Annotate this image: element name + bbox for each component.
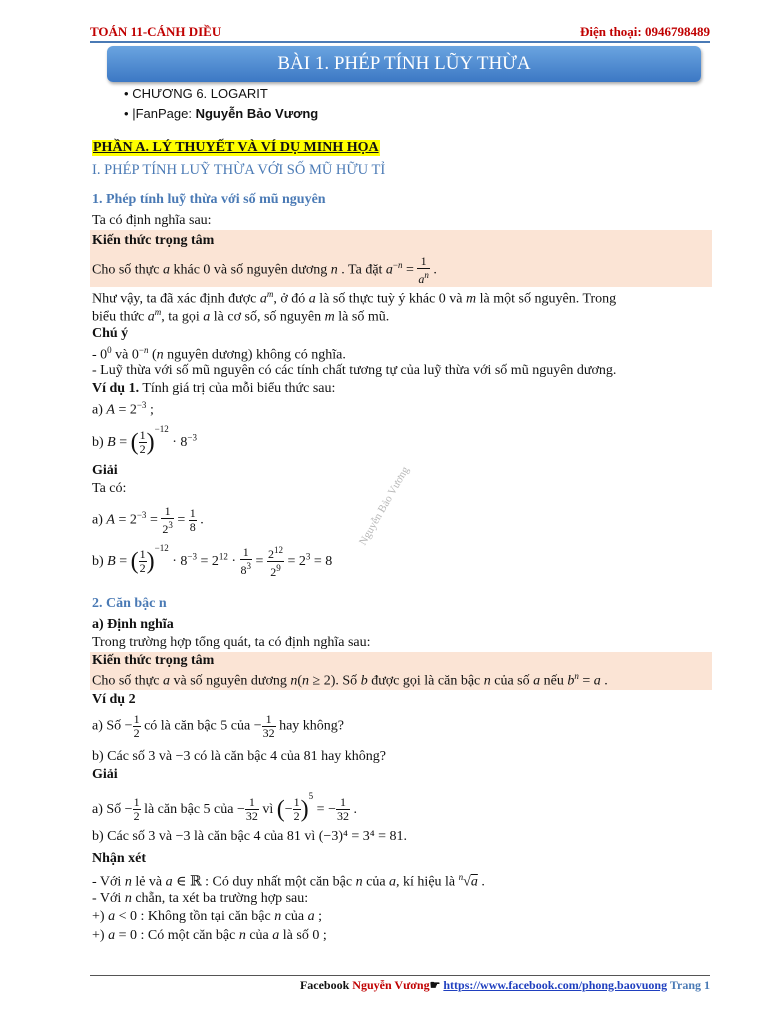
footer-divider bbox=[90, 975, 710, 976]
example-1b: b) B = ( $\frac{1}{2}$ )$^{-12} \cdot 8^{-3}$ bbox=[92, 424, 197, 457]
part-a-heading: PHẦN A. LÝ THUYẾT VÀ VÍ DỤ MINH HỌA bbox=[93, 140, 379, 155]
example-2a: a) Số − $\frac{1}{2}$ có là căn bậc 5 của − $\frac{1}{32}$ hay không? bbox=[92, 712, 345, 740]
footer-facebook-link[interactable]: https://www.facebook.com/phong.baovuong bbox=[443, 978, 668, 992]
fanpage-label: |FanPage: bbox=[132, 106, 192, 121]
note-heading: Chú ý bbox=[92, 326, 129, 341]
remark-odd: - Với n lẻ và a ∈ ℝ : Có duy nhất một căn bậc n của a, kí hiệu là $^n$√a . bbox=[92, 872, 485, 890]
key-knowledge-title: Kiến thức trọng tâm bbox=[92, 233, 215, 248]
general-case-text: Trong trường hợp tổng quát, ta có định nghĩa sau: bbox=[92, 635, 371, 650]
remark-case-zero: +) a = 0 : Có một căn bậc n của a là số 0 ; bbox=[92, 928, 327, 943]
example-1-prompt: Ví dụ 1. Tính giá trị của mỗi biểu thức sau: bbox=[92, 381, 336, 396]
key-knowledge-title-2: Kiến thức trọng tâm bbox=[92, 653, 215, 668]
subsection-1-heading: 1. Phép tính luỹ thừa với số mũ nguyên bbox=[92, 192, 326, 207]
lesson-title: BÀI 1. PHÉP TÍNH LŨY THỪA bbox=[277, 53, 531, 74]
definition-1: Cho số thực a khác 0 và số nguyên dương n . Ta đặt $a^{-n}$ = $\frac{1}{a^n}$ . bbox=[92, 254, 437, 286]
lesson-title-banner bbox=[107, 46, 701, 82]
example-1a: a) $A = 2^{-3}$ ; bbox=[92, 400, 154, 418]
solution-1a: a) $A = 2^{-3}$ = $\frac{1}{2^3}$ = $\frac{1}{8}$ . bbox=[92, 504, 204, 536]
solution-1b: b) B = ( $\frac{1}{2}$ )$^{-12} \cdot 8^{-3} = 2^{12}$ · $\frac{1}{8^3}$ = $\frac{2^{12}}{2^9}$ = $2^3 = 8$ bbox=[92, 543, 333, 580]
definition-2: Cho số thực a và số nguyên dương n(n ≥ 2). Số b được gọi là căn bậc n của số a nếu $b^n = a$ . bbox=[92, 671, 608, 689]
solution-2-heading: Giải bbox=[92, 767, 118, 782]
remark-even: - Với n chẵn, ta xét ba trường hợp sau: bbox=[92, 891, 309, 906]
bullet-icon: • bbox=[124, 106, 129, 121]
part-i-heading: I. PHÉP TÍNH LUỸ THỪA VỚI SỐ MŨ HỮU TỈ bbox=[92, 162, 386, 178]
note-1: - $0^0$ và $0^{-n}$ (n nguyên dương) không có nghĩa. bbox=[92, 345, 346, 363]
chapter-text: CHƯƠNG 6. LOGARIT bbox=[132, 86, 268, 101]
footer-page-number: Trang 1 bbox=[669, 978, 710, 992]
bullet-fanpage bbox=[124, 106, 318, 121]
pointing-hand-icon: ☛ bbox=[429, 978, 441, 992]
example-2b: b) Các số 3 và −3 có là căn bậc 4 của 81 hay không? bbox=[92, 749, 387, 764]
subsection-2-heading: 2. Căn bậc n bbox=[92, 596, 167, 611]
intro-text: Ta có định nghĩa sau: bbox=[92, 213, 212, 228]
solution-1-intro: Ta có: bbox=[92, 481, 127, 496]
definition-heading: a) Định nghĩa bbox=[92, 617, 174, 632]
solution-1-heading: Giải bbox=[92, 463, 118, 478]
watermark: Nguyễn Bảo Vương bbox=[356, 464, 412, 548]
header-phone: Điện thoại: 0946798489 bbox=[580, 24, 710, 39]
bullet-chapter bbox=[124, 86, 268, 101]
solution-2a: a) Số − $\frac{1}{2}$ là căn bậc 5 của − $\frac{1}{32}$ vì (− $\frac{1}{2}$ )$^5$ = − $\frac{1}{32}$ . bbox=[92, 791, 357, 824]
footer-author-name: Nguyễn Vương bbox=[352, 978, 430, 992]
footer-facebook-label: Facebook bbox=[299, 978, 350, 992]
bullet-icon: • bbox=[124, 86, 129, 101]
paragraph-1-line-2: biểu thức $a^m$, ta gọi a là cơ số, số nguyên m là số mũ. bbox=[92, 307, 390, 325]
example-2-heading: Ví dụ 2 bbox=[92, 692, 136, 707]
fanpage-name[interactable]: Nguyễn Bảo Vương bbox=[195, 106, 319, 121]
solution-2b: b) Các số 3 và −3 là căn bậc 4 của 81 vì (−3)⁴ = 3⁴ = 81. bbox=[92, 829, 408, 844]
remark-case-negative: +) a < 0 : Không tồn tại căn bậc n của a ; bbox=[92, 909, 323, 924]
remark-heading: Nhận xét bbox=[92, 851, 147, 866]
header-divider bbox=[90, 41, 710, 43]
header-left: TOÁN 11-CÁNH DIỀU bbox=[90, 24, 222, 39]
footer bbox=[300, 978, 710, 993]
paragraph-1-line-1: Như vậy, ta đã xác định được $a^m$, ở đó a là số thực tuỳ ý khác 0 và m là một số nguyên. Trong bbox=[92, 289, 617, 307]
note-2: - Luỹ thừa với số mũ nguyên có các tính chất tương tự của luỹ thừa với số mũ nguyên dương. bbox=[92, 363, 617, 378]
